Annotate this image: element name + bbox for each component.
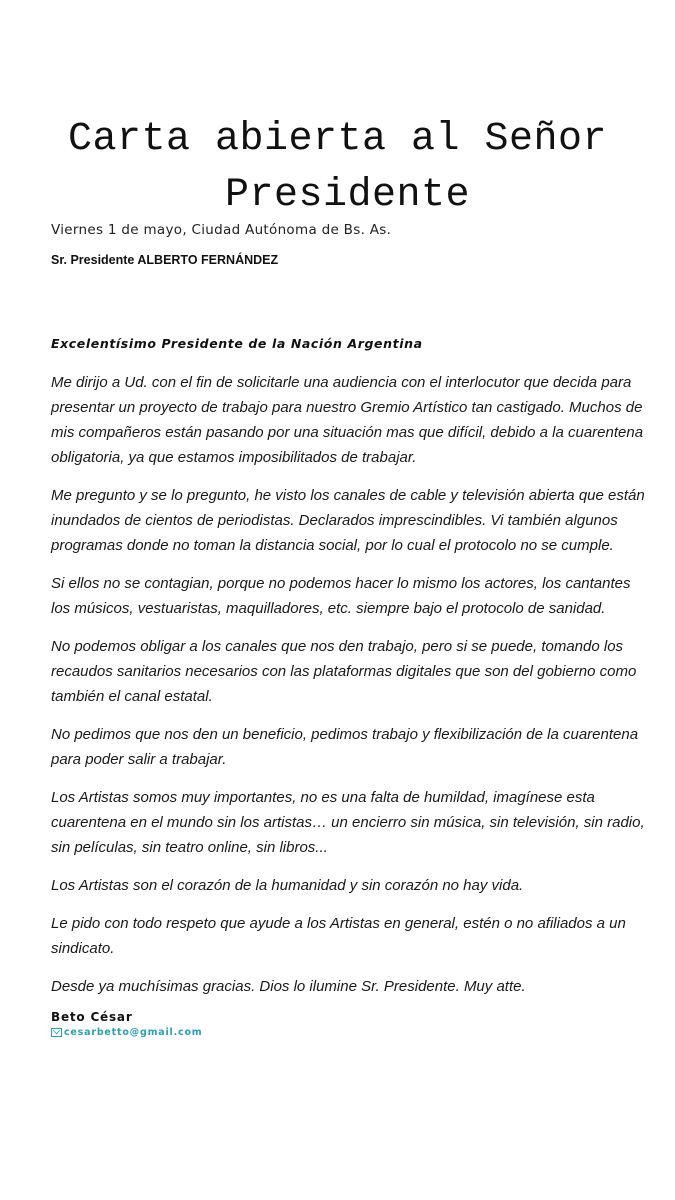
paragraph: Si ellos no se contagian, porque no podemos hacer lo mismo los actores, los cantantes los músicos, vestuaristas, maquilladores, etc. siempre bajo el protocolo de sanidad.: [51, 575, 631, 617]
paragraph: Me dirijo a Ud. con el fin de solicitarle una audiencia con el interlocutor que decida para presentar un proyecto de trabajo para nuestro Gremio Artístico tan castigado. Muchos de mis compañeros están pasando por una situación mas que difícil, debido a la cuarentena obligatoria, ya que estamos imposibilitados de trabajar.: [51, 374, 644, 466]
paragraph: Desde ya muchísimas gracias. Dios lo ilumine Sr. Presidente. Muy atte.: [51, 978, 526, 995]
title-line-2: Presidente: [224, 173, 471, 218]
dateline: Viernes 1 de mayo, Ciudad Autónoma de Bs. As.: [51, 222, 392, 238]
paragraph: No pedimos que nos den un beneficio, pedimos trabajo y flexibilización de la cuarentena para poder salir a trabajar.: [51, 726, 639, 768]
signature-name: Beto César: [51, 1010, 133, 1024]
title-line-1: Carta abierta al Señor: [67, 117, 608, 162]
paragraph: Los Artistas somos muy importantes, no es una falta de humildad, imagínese esta cuarentena en el mundo sin los artistas… un encierro sin música, sin televisión, sin radio, sin películas, sin teatro online, sin libros...: [51, 789, 645, 856]
email-address[interactable]: cesarbetto@gmail.com: [64, 1027, 203, 1038]
paragraph: Me pregunto y se lo pregunto, he visto los canales de cable y televisión abierta que están inundados de cientos de periodistas. Declarados imprescindibles. Vi también algunos programas donde no toman la distancia social, por lo cual el protocolo no se cumple.: [51, 487, 645, 554]
paragraph: Le pido con todo respeto que ayude a los Artistas en general, estén o no afiliados a un sindicato.: [51, 915, 626, 957]
page-title: [0, 112, 675, 224]
letter-body: [51, 370, 651, 1012]
envelope-icon: [51, 1028, 62, 1037]
addressee: Sr. Presidente ALBERTO FERNÁNDEZ: [51, 253, 279, 267]
signature-email[interactable]: [51, 1027, 202, 1038]
paragraph: No podemos obligar a los canales que nos den trabajo, pero si se puede, tomando los recaudos sanitarios necesarios con las plataformas digitales que son del gobierno como también el canal estatal.: [51, 638, 637, 705]
salutation: Excelentísimo Presidente de la Nación Argentina: [51, 336, 423, 351]
paragraph: Los Artistas son el corazón de la humanidad y sin corazón no hay vida.: [51, 877, 524, 894]
